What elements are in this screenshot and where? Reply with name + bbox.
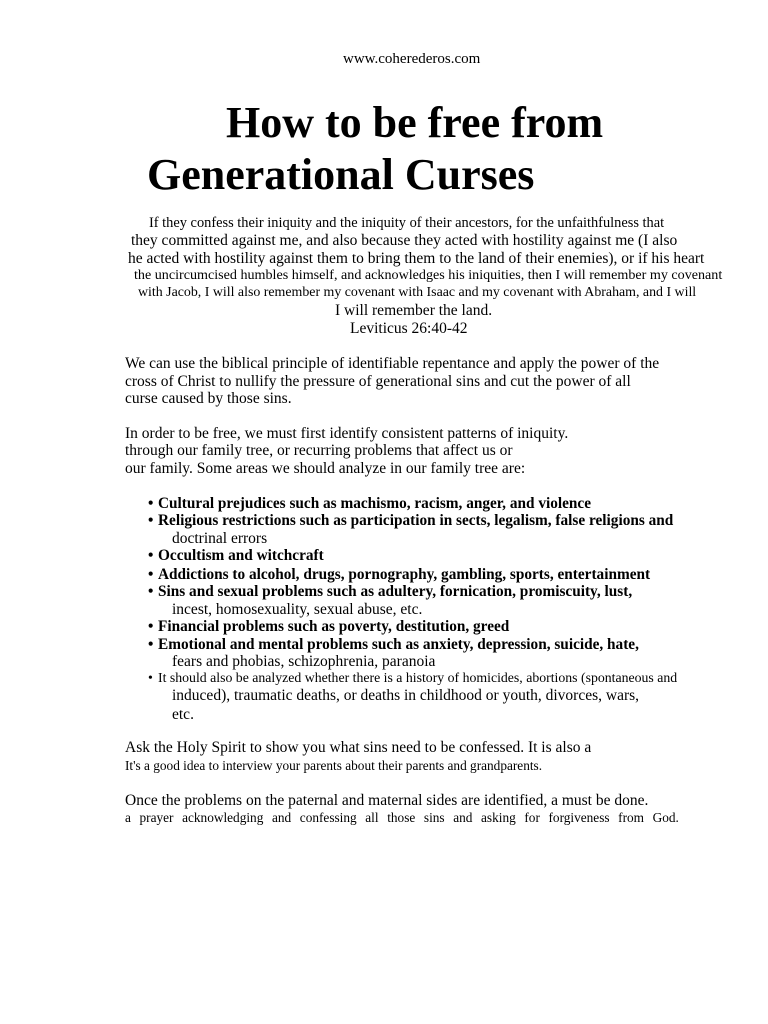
bullet-marker: • — [148, 566, 154, 583]
list-item-first-line — [148, 619, 509, 634]
scripture-line: the uncircumcised humbles himself, and acknowledges his iniquities, then I will remember my covenant — [134, 267, 723, 283]
list-item-text: Addictions to alcohol, drugs, pornography, gambling, sports, entertainment — [158, 566, 651, 583]
list-item-text: Religious restrictions such as participation in sects, legalism, false religions and — [158, 512, 674, 529]
list-item-text: Sins and sexual problems such as adultery, fornication, promiscuity, lust, — [158, 583, 633, 600]
list-item-continuation: incest, homosexuality, sexual abuse, etc. — [172, 601, 423, 618]
list-item-text: Cultural prejudices such as machismo, racism, anger, and violence — [158, 495, 591, 512]
scripture-line: If they confess their iniquity and the iniquity of their ancestors, for the unfaithfulness that — [149, 215, 665, 231]
bullet-marker: • — [148, 583, 154, 600]
paragraph-line: our family. Some areas we should analyze in our family tree are: — [125, 460, 526, 477]
list-item-text: Emotional and mental problems such as anxiety, depression, suicide, hate, — [158, 636, 639, 653]
scripture-closing-line: I will remember the land. — [335, 302, 493, 319]
list-item-continuation: etc. — [172, 706, 194, 723]
bullet-marker: • — [148, 512, 154, 529]
bullet-marker: • — [148, 618, 154, 635]
paragraph-line: through our family tree, or recurring problems that affect us or — [125, 442, 513, 459]
list-item-text: Financial problems such as poverty, destitution, greed — [158, 618, 510, 635]
title-line: Generational Curses — [147, 150, 535, 199]
scripture-line: with Jacob, I will also remember my covenant with Isaac and my covenant with Abraham, and I will — [138, 285, 697, 300]
scripture-reference: Leviticus 26:40-42 — [350, 320, 468, 337]
list-item-continuation: fears and phobias, schizophrenia, paranoia — [172, 653, 436, 670]
list-item-continuation: induced), traumatic deaths, or deaths in childhood or youth, divorces, wars, — [172, 687, 640, 704]
list-item-first-line — [148, 584, 632, 599]
scripture-line: he acted with hostility against them to bring them to the land of their enemies), or if his heart — [128, 250, 705, 267]
list-item-first-line — [148, 513, 673, 528]
paragraph-line: Once the problems on the paternal and maternal sides are identified, a must be done. — [125, 792, 649, 809]
paragraph-line: We can use the biblical principle of identifiable repentance and apply the power of the — [125, 355, 660, 372]
list-item-first-line — [148, 567, 650, 582]
paragraph-line: cross of Christ to nullify the pressure of generational sins and cut the power of all — [125, 373, 631, 390]
paragraph-line: Ask the Holy Spirit to show you what sins need to be confessed. It is also a — [125, 739, 592, 756]
list-item-first-line — [148, 637, 639, 652]
scripture-line: they committed against me, and also because they acted with hostility against me (I also — [131, 232, 678, 249]
paragraph-line: In order to be free, we must first identify consistent patterns of iniquity. — [125, 425, 569, 442]
list-item-text: It should also be analyzed whether there is a history of homicides, abortions (spontaneous and — [158, 670, 678, 685]
list-item-continuation: doctrinal errors — [172, 530, 268, 547]
bullet-marker: • — [148, 495, 154, 512]
list-item-first-line — [148, 548, 324, 563]
title-line: How to be free from — [226, 98, 604, 147]
paragraph-line: curse caused by those sins. — [125, 390, 292, 407]
paragraph-line: a prayer acknowledging and confessing all those sins and asking for forgiveness from God. — [125, 810, 679, 825]
bullet-marker: • — [148, 670, 153, 685]
site-url: www.coherederos.com — [343, 51, 481, 67]
bullet-marker: • — [148, 636, 154, 653]
bullet-marker: • — [148, 547, 154, 564]
list-item-text: Occultism and witchcraft — [158, 547, 324, 564]
paragraph-line: It's a good idea to interview your parents about their parents and grandparents. — [125, 758, 543, 773]
list-item-first-line — [148, 671, 677, 685]
list-item-first-line — [148, 496, 591, 511]
